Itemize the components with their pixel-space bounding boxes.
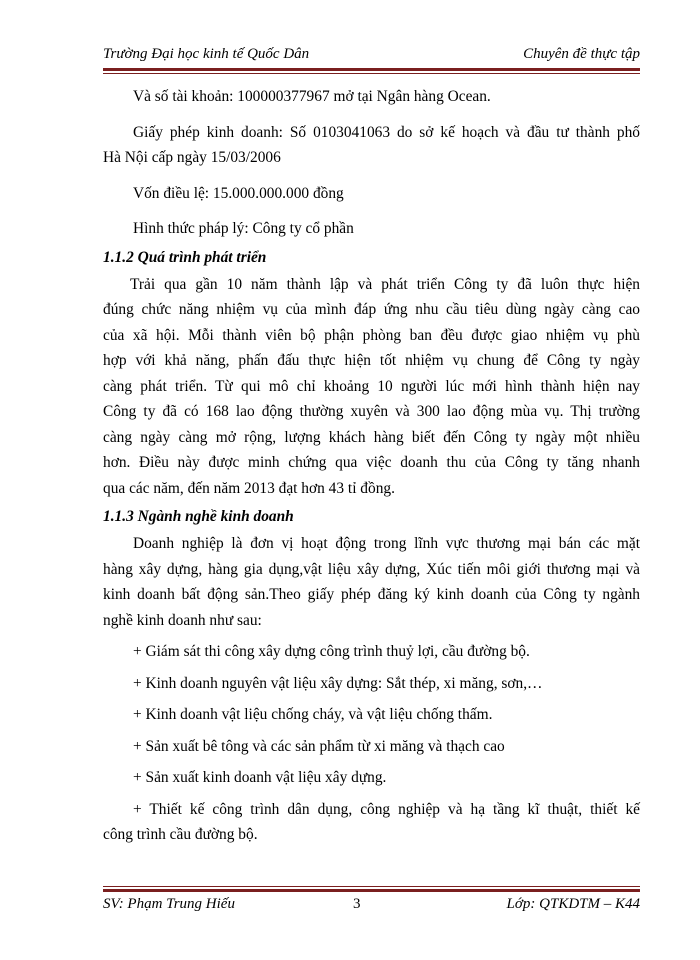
paragraph-line: hợp với khả năng, phấn đấu thực hiện tốt nhiệm vụ chung để Công ty ngày	[103, 352, 640, 369]
business-paragraph	[103, 531, 640, 633]
footer-rule-thin	[103, 886, 640, 887]
account-paragraph: Và số tài khoản: 100000377967 mở tại Ngân hàng Ocean.	[133, 88, 491, 105]
business-item-design	[103, 797, 640, 848]
business-item: + Sản xuất bê tông và các sản phẩm từ xi măng và thạch cao	[133, 737, 505, 755]
paragraph-line: kinh doanh bất động sản.Theo giấy phép đăng ký kinh doanh của Công ty ngành	[103, 586, 640, 603]
legal-form-paragraph: Hình thức pháp lý: Công ty cổ phần	[133, 220, 354, 237]
page-header	[103, 44, 640, 68]
header-report-type: Chuyên đề thực tập	[523, 46, 640, 62]
paragraph-line: hơn. Điều này được minh chứng qua việc doanh thu của Công ty tăng nhanh	[103, 454, 640, 471]
paragraph-line: hàng xây dựng, hàng gia dụng,vật liệu xây dựng, Xúc tiến môi giới thương mại và	[103, 560, 640, 578]
paragraph-line: đúng chức năng nhiệm vụ của mình đáp ứng nhu cầu tiêu dùng ngày càng cao	[103, 301, 640, 318]
license-paragraph	[103, 120, 640, 171]
business-item: + Sản xuất kinh doanh vật liệu xây dựng.	[133, 769, 387, 786]
paragraph-line: càng phát triển. Từ qui mô chỉ khoảng 10 người lúc mới hình thành hiện nay	[103, 377, 640, 395]
business-item: + Kinh doanh nguyên vật liệu xây dựng: Sắt thép, xi măng, sơn,…	[133, 674, 543, 692]
paragraph-line: + Thiết kế công trình dân dụng, công nghiệp và hạ tầng kĩ thuật, thiết kế	[133, 800, 640, 818]
paragraph-line: qua các năm, đến năm 2013 đạt hơn 43 tỉ đồng.	[103, 479, 395, 497]
header-rule-thin	[103, 73, 640, 74]
business-item: + Giám sát thi công xây dựng công trình thuỷ lợi, cầu đường bộ.	[133, 643, 530, 660]
paragraph-line: càng ngày càng mở rộng, lượng khách hàng biết đến Công ty ngày một nhiều	[103, 428, 640, 446]
paragraph-line: Trải qua gần 10 năm thành lập và phát triển Công ty đã luôn thực hiện	[130, 275, 640, 293]
section-heading-business-lines: 1.1.3 Ngành nghề kinh doanh	[103, 508, 294, 525]
paragraph-line: Công ty đã có 168 lao động thường xuyên và 300 lao động mùa vụ. Thị trường	[103, 403, 640, 420]
header-university: Trường Đại học kinh tế Quốc Dân	[103, 46, 310, 62]
header-rule-thick	[103, 68, 640, 71]
capital-paragraph: Vốn điều lệ: 15.000.000.000 đồng	[133, 184, 344, 202]
footer-rule-thick	[103, 889, 640, 892]
footer-class: Lớp: QTKDTM – K44	[506, 896, 640, 912]
page-body	[103, 84, 640, 848]
paragraph-line: nghề kinh doanh như sau:	[103, 611, 262, 629]
paragraph-line: của xã hội. Mỗi thành viên bộ phận phòng ban đều được giao nhiệm vụ phù	[103, 326, 640, 344]
license-line: Giấy phép kinh doanh: Số 0103041063 do sở kế hoạch và đầu tư thành phố	[133, 123, 640, 141]
footer-student: SV: Phạm Trung Hiếu	[103, 896, 235, 912]
business-item: + Kinh doanh vật liệu chống cháy, và vật liệu chống thấm.	[133, 706, 493, 723]
page-number: 3	[353, 896, 361, 912]
development-paragraph	[103, 272, 640, 502]
page-footer	[103, 894, 640, 916]
section-heading-development: 1.1.2 Quá trình phát triển	[103, 248, 267, 266]
license-line: Hà Nội cấp ngày 15/03/2006	[103, 149, 281, 166]
paragraph-line: Doanh nghiệp là đơn vị hoạt động trong lĩnh vực thương mại bán các mặt	[133, 535, 640, 552]
paragraph-line: công trình cầu đường bộ.	[103, 826, 258, 843]
